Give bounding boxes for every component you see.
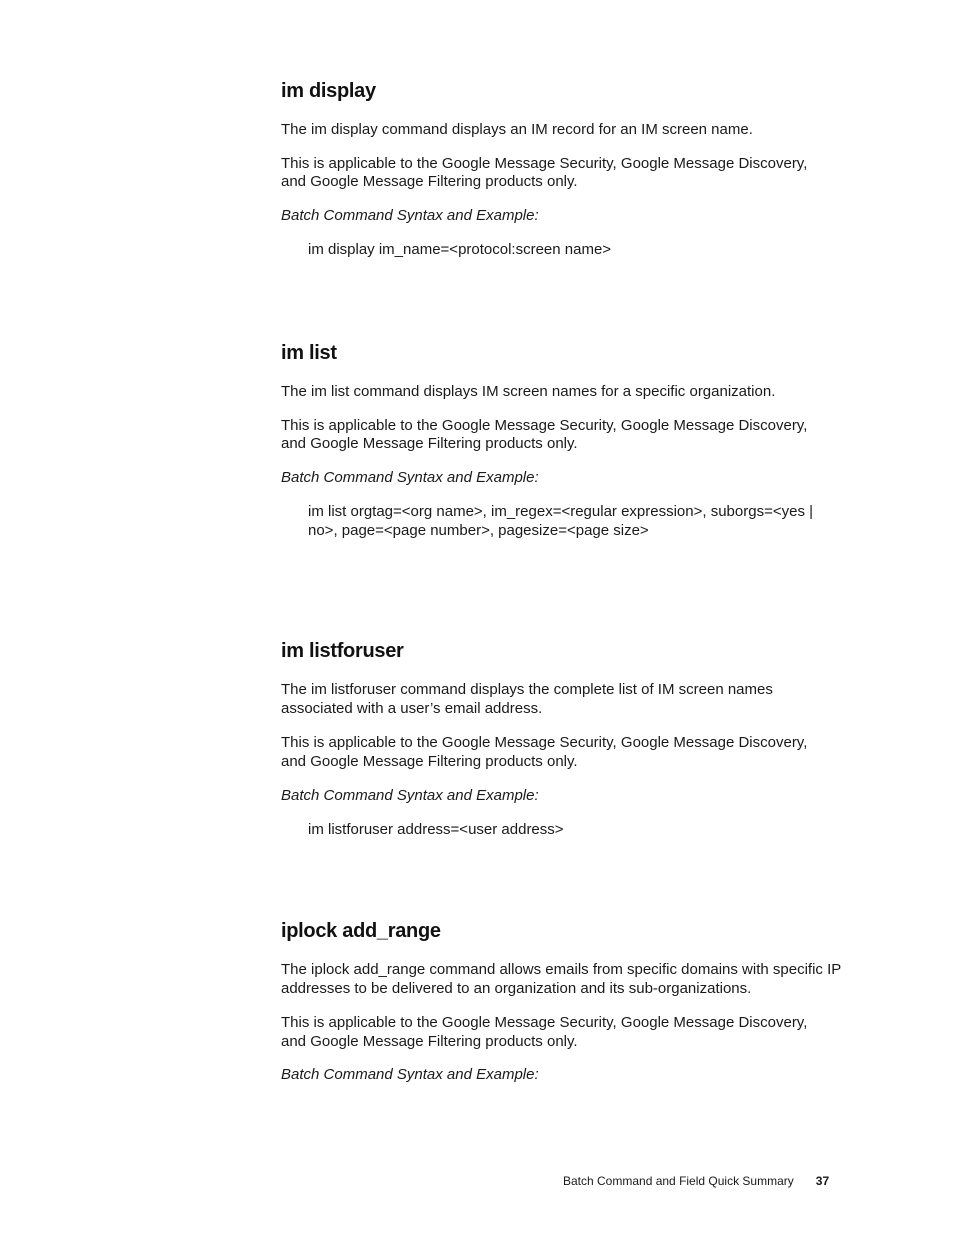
applicability-note: This is applicable to the Google Message Security, Google Message Discovery, and Google Message Filtering products only. [281,1014,808,1050]
section-heading: im display [281,80,376,102]
syntax-example: im display im_name=<protocol:screen name> [308,241,612,258]
applicability-note: This is applicable to the Google Message Security, Google Message Discovery, and Google Message Filtering products only. [281,734,808,770]
applicability-note: This is applicable to the Google Message Security, Google Message Discovery, and Google Message Filtering products only. [281,416,808,452]
section-heading: im list [281,342,337,364]
syntax-label: Batch Command Syntax and Example: [281,206,539,224]
syntax-label: Batch Command Syntax and Example: [281,787,539,804]
section-im-listforuser [281,639,846,839]
description: The iplock add_range command allows emails from specific domains with specific IP addresses to be delivered to an organization and its sub-organizations. [281,961,841,997]
syntax-label: Batch Command Syntax and Example: [281,468,539,486]
section-im-list [281,341,846,540]
description: The im display command displays an IM record for an IM screen name. [281,121,753,138]
applicability-note: This is applicable to the Google Message Security, Google Message Discovery, and Google Message Filtering products only. [281,154,808,190]
syntax-label: Batch Command Syntax and Example: [281,1066,539,1083]
page-number: 37 [815,1174,830,1188]
page-footer [563,1174,829,1189]
syntax-example: im list orgtag=<org name>, im_regex=<regular expression>, suborgs=<yes | no>, page=<page number>, pagesize=<page size> [308,503,814,539]
syntax-example: im listforuser address=<user address> [308,820,564,838]
description: The im list command displays IM screen names for a specific organization. [281,383,776,400]
footer-title: Batch Command and Field Quick Summary [563,1174,794,1188]
description: The im listforuser command displays the complete list of IM screen names associated with a user’s email address. [281,681,773,717]
section-heading: iplock add_range [281,920,441,942]
section-heading: im listforuser [281,640,404,662]
section-im-display [281,79,846,260]
section-iplock-add-range [281,919,846,1085]
